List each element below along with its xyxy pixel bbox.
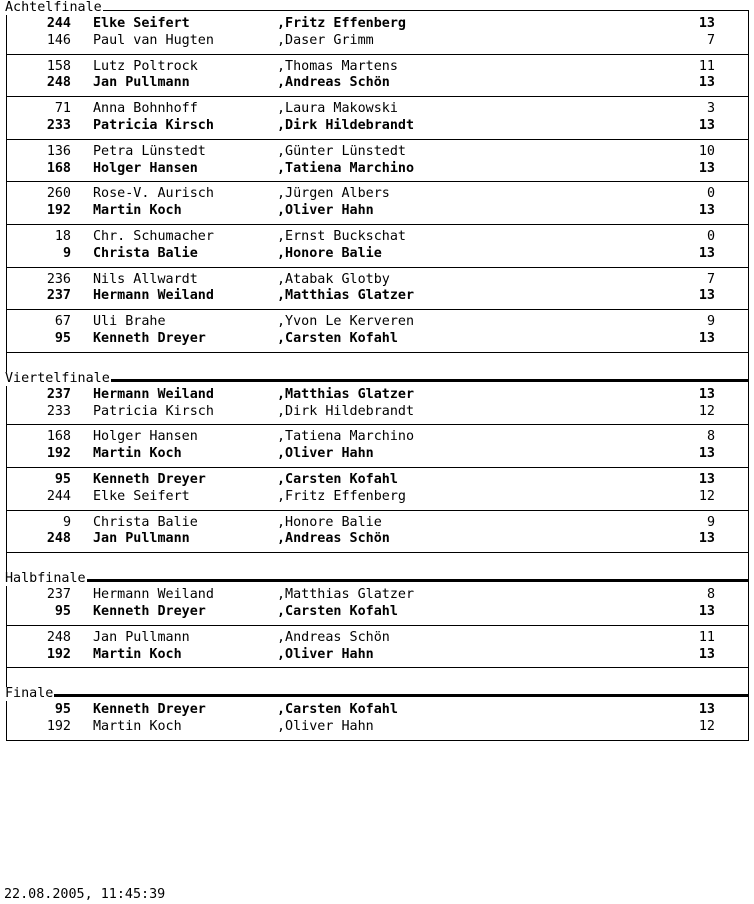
score: 11 bbox=[698, 629, 715, 645]
score: 13 bbox=[698, 245, 715, 261]
loser-row bbox=[7, 515, 748, 532]
round-header bbox=[5, 370, 748, 387]
start-number: 236 bbox=[46, 271, 71, 287]
partner-name: ,Matthias Glatzer bbox=[277, 386, 415, 402]
partner-name: ,Oliver Hahn bbox=[277, 719, 374, 735]
winner-row bbox=[7, 531, 748, 548]
match-block bbox=[7, 55, 748, 98]
player-name: Nils Allwardt bbox=[93, 271, 198, 287]
match-block bbox=[7, 140, 748, 183]
match-block bbox=[7, 381, 748, 426]
partner-name: ,Ernst Buckschat bbox=[277, 228, 406, 244]
winner-row bbox=[7, 246, 748, 263]
start-number: 237 bbox=[46, 288, 71, 304]
score: 12 bbox=[698, 719, 715, 735]
start-number: 192 bbox=[46, 446, 71, 462]
loser-row bbox=[7, 144, 748, 161]
start-number: 168 bbox=[46, 429, 71, 445]
print-timestamp: 22.08.2005, 11:45:39 bbox=[4, 887, 166, 902]
player-name: Jan Pullmann bbox=[93, 75, 190, 91]
start-number: 146 bbox=[46, 32, 71, 48]
player-name: Hermann Weiland bbox=[93, 587, 214, 603]
score: 0 bbox=[706, 186, 715, 202]
round-title: Halbfinale bbox=[5, 571, 86, 587]
loser-row bbox=[7, 719, 748, 736]
match-block bbox=[7, 268, 748, 311]
start-number: 260 bbox=[46, 186, 71, 202]
score: 0 bbox=[706, 228, 715, 244]
start-number: 9 bbox=[62, 514, 71, 530]
loser-row bbox=[7, 404, 748, 421]
round-header bbox=[5, 0, 748, 16]
player-name: Holger Hansen bbox=[93, 429, 198, 445]
partner-name: ,Andreas Schön bbox=[277, 531, 390, 547]
round-section bbox=[5, 686, 749, 741]
score: 7 bbox=[706, 271, 715, 287]
player-name: Holger Hansen bbox=[93, 160, 198, 176]
start-number: 248 bbox=[46, 75, 71, 91]
partner-name: ,Yvon Le Kerveren bbox=[277, 314, 415, 330]
partner-name: ,Andreas Schön bbox=[277, 629, 390, 645]
match-block bbox=[7, 626, 748, 669]
player-name: Patricia Kirsch bbox=[93, 117, 214, 133]
winner-row bbox=[7, 118, 748, 135]
loser-row bbox=[7, 272, 748, 289]
score: 10 bbox=[698, 143, 715, 159]
section-rule bbox=[7, 581, 748, 582]
player-name: Kenneth Dreyer bbox=[93, 330, 206, 346]
score: 13 bbox=[698, 646, 715, 662]
winner-row bbox=[7, 161, 748, 178]
loser-row bbox=[7, 186, 748, 203]
score: 13 bbox=[698, 471, 715, 487]
score: 13 bbox=[698, 203, 715, 219]
loser-row bbox=[7, 229, 748, 246]
start-number: 95 bbox=[54, 603, 71, 619]
score: 13 bbox=[698, 386, 715, 402]
partner-name: ,Dirk Hildebrandt bbox=[277, 403, 415, 419]
player-name: Jan Pullmann bbox=[93, 531, 190, 547]
start-number: 248 bbox=[46, 629, 71, 645]
partner-name: ,Jürgen Albers bbox=[277, 186, 390, 202]
winner-row bbox=[7, 387, 748, 404]
partner-name: ,Fritz Effenberg bbox=[277, 16, 406, 31]
winner-row bbox=[7, 75, 748, 92]
score: 13 bbox=[698, 330, 715, 346]
partner-name: ,Carsten Kofahl bbox=[277, 330, 398, 346]
player-name: Paul van Hugten bbox=[93, 32, 214, 48]
match-block bbox=[7, 468, 748, 511]
player-name: Christa Balie bbox=[93, 245, 198, 261]
loser-row bbox=[7, 314, 748, 331]
match-block bbox=[7, 511, 748, 554]
start-number: 192 bbox=[46, 719, 71, 735]
partner-name: ,Dirk Hildebrandt bbox=[277, 117, 415, 133]
score: 13 bbox=[698, 16, 715, 31]
winner-row bbox=[7, 331, 748, 348]
match-block bbox=[7, 696, 748, 740]
start-number: 233 bbox=[46, 403, 71, 419]
partner-name: ,Matthias Glatzer bbox=[277, 288, 415, 304]
partner-name: ,Laura Makowski bbox=[277, 101, 398, 117]
partner-name: ,Oliver Hahn bbox=[277, 446, 374, 462]
player-name: Martin Koch bbox=[93, 646, 182, 662]
match-block bbox=[7, 310, 748, 353]
score: 8 bbox=[706, 587, 715, 603]
score: 12 bbox=[698, 488, 715, 504]
winner-row bbox=[7, 203, 748, 220]
player-name: Hermann Weiland bbox=[93, 288, 214, 304]
winner-row bbox=[7, 702, 748, 719]
round-header bbox=[5, 571, 748, 587]
score: 12 bbox=[698, 403, 715, 419]
round-title: Finale bbox=[5, 686, 54, 702]
round-section bbox=[5, 571, 749, 696]
section-rule bbox=[7, 696, 748, 697]
winner-row bbox=[7, 472, 748, 489]
score: 9 bbox=[706, 514, 715, 530]
winner-row bbox=[7, 446, 748, 463]
loser-row bbox=[7, 489, 748, 506]
partner-name: ,Carsten Kofahl bbox=[277, 603, 398, 619]
start-number: 9 bbox=[62, 245, 71, 261]
score: 13 bbox=[698, 603, 715, 619]
player-name: Lutz Poltrock bbox=[93, 58, 198, 74]
winner-row bbox=[7, 647, 748, 664]
player-name: Uli Brahe bbox=[93, 314, 166, 330]
partner-name: ,Honore Balie bbox=[277, 514, 382, 530]
start-number: 244 bbox=[46, 488, 71, 504]
player-name: Martin Koch bbox=[93, 203, 182, 219]
partner-name: ,Oliver Hahn bbox=[277, 646, 374, 662]
score: 13 bbox=[698, 160, 715, 176]
player-name: Martin Koch bbox=[93, 446, 182, 462]
partner-name: ,Carsten Kofahl bbox=[277, 471, 398, 487]
section-rule bbox=[7, 10, 748, 11]
start-number: 136 bbox=[46, 143, 71, 159]
score: 13 bbox=[698, 117, 715, 133]
score: 11 bbox=[698, 58, 715, 74]
player-name: Hermann Weiland bbox=[93, 386, 214, 402]
player-name: Elke Seifert bbox=[93, 16, 190, 31]
player-name: Chr. Schumacher bbox=[93, 228, 214, 244]
partner-name: ,Honore Balie bbox=[277, 245, 382, 261]
round-section bbox=[5, 0, 749, 381]
start-number: 233 bbox=[46, 117, 71, 133]
partner-name: ,Thomas Martens bbox=[277, 58, 398, 74]
start-number: 95 bbox=[54, 471, 71, 487]
winner-row bbox=[7, 16, 748, 33]
section-rule bbox=[7, 381, 748, 382]
player-name: Kenneth Dreyer bbox=[93, 702, 206, 718]
score: 7 bbox=[706, 32, 715, 48]
partner-name: ,Tatiena Marchino bbox=[277, 429, 415, 445]
loser-row bbox=[7, 587, 748, 604]
score: 13 bbox=[698, 531, 715, 547]
loser-row bbox=[7, 630, 748, 647]
player-name: Elke Seifert bbox=[93, 488, 190, 504]
score: 13 bbox=[698, 702, 715, 718]
loser-row bbox=[7, 33, 748, 50]
player-name: Anna Bohnhoff bbox=[93, 101, 198, 117]
score: 13 bbox=[698, 446, 715, 462]
start-number: 248 bbox=[46, 531, 71, 547]
loser-row bbox=[7, 101, 748, 118]
player-name: Kenneth Dreyer bbox=[93, 603, 206, 619]
partner-name: ,Daser Grimm bbox=[277, 32, 374, 48]
player-name: Jan Pullmann bbox=[93, 629, 190, 645]
score: 9 bbox=[706, 314, 715, 330]
player-name: Rose-V. Aurisch bbox=[93, 186, 214, 202]
player-name: Petra Lünstedt bbox=[93, 143, 206, 159]
start-number: 237 bbox=[46, 386, 71, 402]
start-number: 237 bbox=[46, 587, 71, 603]
match-block bbox=[7, 97, 748, 140]
score: 8 bbox=[706, 429, 715, 445]
start-number: 244 bbox=[46, 16, 71, 31]
start-number: 168 bbox=[46, 160, 71, 176]
score: 13 bbox=[698, 75, 715, 91]
round-header bbox=[5, 686, 748, 702]
match-block bbox=[7, 425, 748, 468]
start-number: 192 bbox=[46, 646, 71, 662]
match-block bbox=[7, 182, 748, 225]
partner-name: ,Günter Lünstedt bbox=[277, 143, 406, 159]
round-title: Achtelfinale bbox=[5, 0, 102, 15]
winner-row bbox=[7, 288, 748, 305]
score: 13 bbox=[698, 288, 715, 304]
start-number: 71 bbox=[54, 101, 71, 117]
partner-name: ,Matthias Glatzer bbox=[277, 587, 415, 603]
partner-name: ,Oliver Hahn bbox=[277, 203, 374, 219]
partner-name: ,Atabak Glotby bbox=[277, 271, 390, 287]
winner-row bbox=[7, 604, 748, 621]
start-number: 95 bbox=[54, 702, 71, 718]
round-title: Viertelfinale bbox=[5, 370, 110, 386]
start-number: 192 bbox=[46, 203, 71, 219]
bracket-sheet bbox=[5, 0, 749, 741]
player-name: Christa Balie bbox=[93, 514, 198, 530]
partner-name: ,Andreas Schön bbox=[277, 75, 390, 91]
start-number: 158 bbox=[46, 58, 71, 74]
player-name: Patricia Kirsch bbox=[93, 403, 214, 419]
loser-row bbox=[7, 59, 748, 76]
match-block bbox=[7, 10, 748, 55]
round-section bbox=[5, 370, 749, 581]
match-block bbox=[7, 225, 748, 268]
partner-name: ,Tatiena Marchino bbox=[277, 160, 415, 176]
partner-name: ,Fritz Effenberg bbox=[277, 488, 406, 504]
partner-name: ,Carsten Kofahl bbox=[277, 702, 398, 718]
start-number: 18 bbox=[54, 228, 71, 244]
player-name: Kenneth Dreyer bbox=[93, 471, 206, 487]
start-number: 95 bbox=[54, 330, 71, 346]
match-block bbox=[7, 581, 748, 626]
score: 3 bbox=[706, 101, 715, 117]
loser-row bbox=[7, 429, 748, 446]
player-name: Martin Koch bbox=[93, 719, 182, 735]
start-number: 67 bbox=[54, 314, 71, 330]
